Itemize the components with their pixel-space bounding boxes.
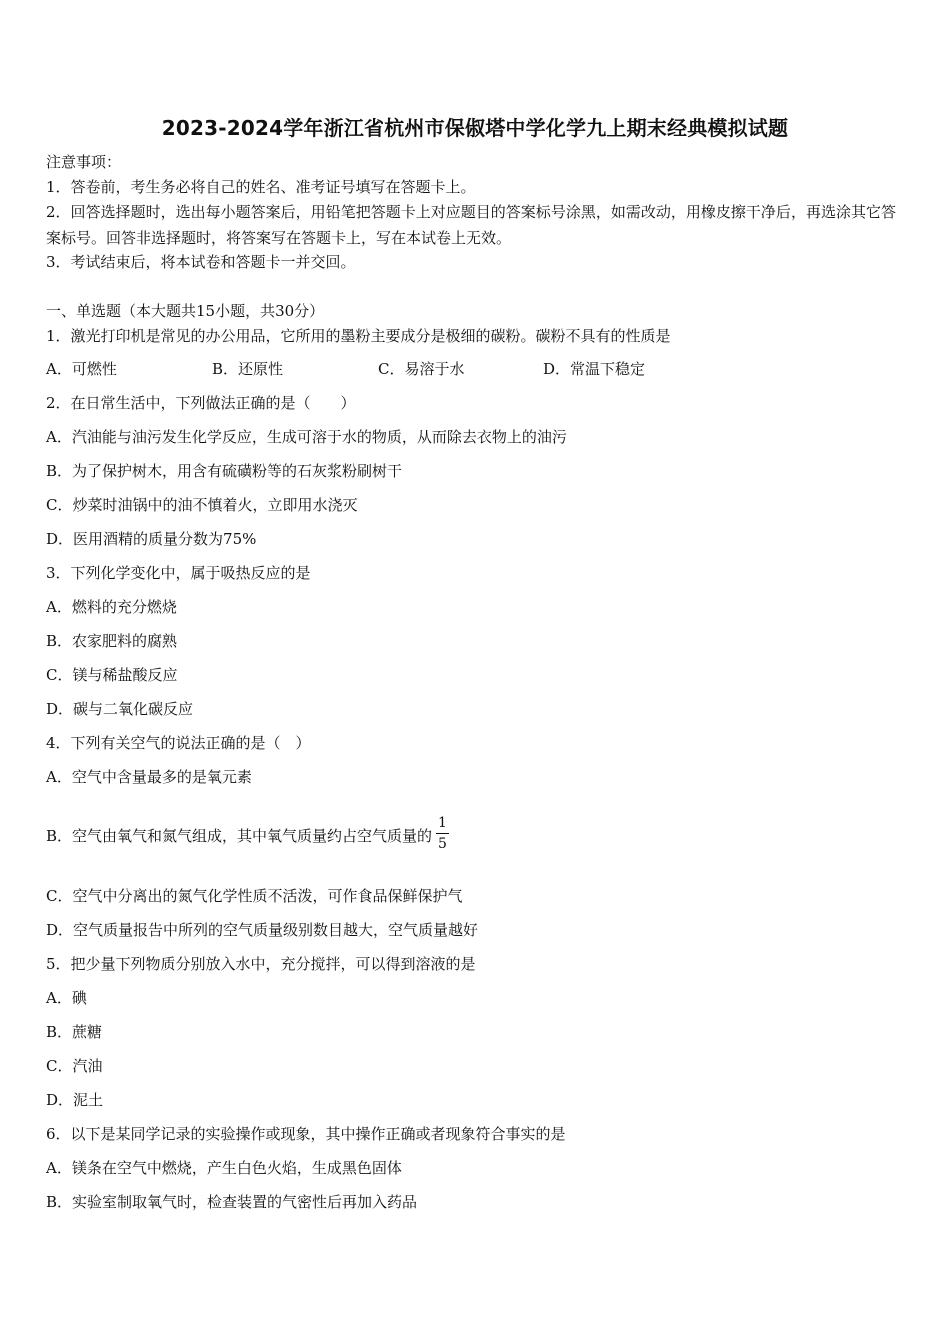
- option-b: B．农家肥料的腐熟: [46, 632, 178, 650]
- one-fifth-fraction: [436, 815, 449, 852]
- fraction-numerator: 1: [438, 814, 447, 831]
- option-a: A．镁条在空气中燃烧，产生白色火焰，生成黑色固体: [46, 1159, 402, 1177]
- option-a: A．空气中含量最多的是氧元素: [46, 768, 252, 786]
- question-stem: 5．把少量下列物质分别放入水中，充分搅拌，可以得到溶液的是: [46, 955, 476, 973]
- question-stem: 6．以下是某同学记录的实验操作或现象，其中操作正确或者现象符合事实的是: [46, 1125, 566, 1143]
- option-b: B．蔗糖: [46, 1023, 103, 1041]
- option-d: D．医用酒精的质量分数为75%: [46, 530, 257, 548]
- option-b-row: [46, 812, 449, 860]
- option-a: A．可燃性: [46, 360, 117, 378]
- question-stem: 3．下列化学变化中，属于吸热反应的是: [46, 564, 311, 582]
- option-c: C．空气中分离出的氮气化学性质不活泼，可作食品保鲜保护气: [46, 887, 463, 905]
- option-b: B．还原性: [212, 360, 284, 378]
- option-c: C．镁与稀盐酸反应: [46, 666, 178, 684]
- option-c: C．汽油: [46, 1057, 103, 1075]
- fraction-denominator: 5: [438, 835, 447, 852]
- option-c: C．易溶于水: [378, 360, 465, 378]
- question-stem: 4．下列有关空气的说法正确的是（ ）: [46, 734, 311, 752]
- option-d: D．泥土: [46, 1091, 104, 1109]
- notice-item: 2．回答选择题时，选出每小题答案后，用铅笔把答题卡上对应题目的答案标号涂黑，如需改动，用橡皮擦干净后，再选涂其它答案标号。回答非选择题时，将答案写在答题卡上，写在本试卷上无效。: [46, 203, 896, 247]
- option-a: A．汽油能与油污发生化学反应，生成可溶于水的物质，从而除去衣物上的油污: [46, 428, 567, 446]
- notice-heading: 注意事项：: [46, 153, 122, 171]
- section-heading: 一、单选题（本大题共15小题，共30分）: [46, 302, 325, 320]
- fraction-bar: [436, 833, 449, 834]
- option-d: D．空气质量报告中所列的空气质量级别数目越大，空气质量越好: [46, 921, 479, 939]
- question-stem: 1．激光打印机是常见的办公用品，它所用的墨粉主要成分是极细的碳粉。碳粉不具有的性质是: [46, 327, 671, 345]
- option-b: B．空气由氧气和氮气组成，其中氧气质量约占空气质量的: [46, 827, 433, 845]
- option-c: C．炒菜时油锅中的油不慎着火，立即用水浇灭: [46, 496, 358, 514]
- option-a: A．燃料的充分燃烧: [46, 598, 177, 616]
- option-a: A．碘: [46, 989, 87, 1007]
- option-b: B．实验室制取氧气时，检查装置的气密性后再加入药品: [46, 1193, 418, 1211]
- question-stem: 2．在日常生活中，下列做法正确的是（ ）: [46, 394, 356, 412]
- option-d: D．常温下稳定: [543, 360, 646, 378]
- option-b: B．为了保护树木，用含有硫磺粉等的石灰浆粉刷树干: [46, 462, 403, 480]
- document-title: 2023-2024学年浙江省杭州市保俶塔中学化学九上期末经典模拟试题: [161, 116, 789, 140]
- notice-item: 3．考试结束后，将本试卷和答题卡一并交回。: [46, 253, 356, 271]
- notice-item: 1．答卷前，考生务必将自己的姓名、准考证号填写在答题卡上。: [46, 178, 476, 196]
- option-d: D．碳与二氧化碳反应: [46, 700, 194, 718]
